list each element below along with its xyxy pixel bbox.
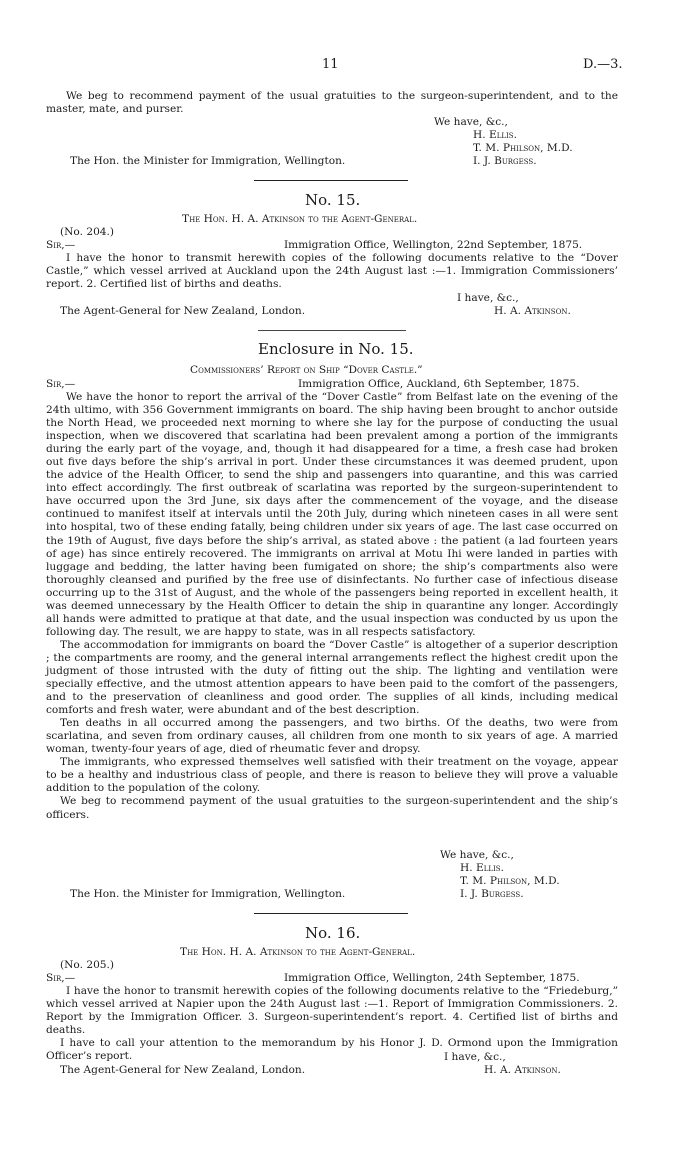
page-number: 11 xyxy=(322,57,339,72)
no16-heading: No. 16. xyxy=(305,924,361,942)
enclosure15-paragraph: We beg to recommend payment of the usual gratuities to the surgeon-superintendent and the ship’s officers. xyxy=(46,795,618,821)
no15-addressee: The Agent-General for New Zealand, London. xyxy=(60,305,306,317)
intro-addressee: The Hon. the Minister for Immigration, Wellington. xyxy=(70,155,346,167)
no15-place-date: Immigration Office, Wellington, 22nd September, 1875. xyxy=(284,239,583,251)
section-divider xyxy=(254,180,408,181)
no16-signature: H. A. Atkinson. xyxy=(484,1064,561,1076)
enclosure15-paragraph: The accommodation for immigrants on board the “Dover Castle” is altogether of a superior description ; the compartments are roomy, and the general internal arrangements reflect the highest credit upon the judgment of those intrusted with the duty of fitting out the ship. The lighting and ventilation were specially effective, and the utmost attention appears to have been paid to the comfort of the passengers, and to the preservation of cleanliness and good order. The supplies of all kinds, including medical comforts and fresh water, were abundant and of the best description. xyxy=(46,638,618,717)
enclosure15-signatory-2: T. M. Philson, M.D. xyxy=(460,875,560,887)
no15-from-to: The Hon. H. A. Atkinson to the Agent-General. xyxy=(182,213,418,225)
intro-paragraph: We beg to recommend payment of the usual gratuities to the surgeon-superintendent, and to the master, mate, and purser. xyxy=(46,90,618,116)
section-divider xyxy=(258,330,406,331)
section-divider xyxy=(254,913,408,914)
no16-closing: I have, &c., xyxy=(444,1051,506,1063)
enclosure15-place-date: Immigration Office, Auckland, 6th September, 1875. xyxy=(298,378,580,390)
enclosure15-signatory-1: H. Ellis. xyxy=(460,862,504,874)
no16-paragraph: I have the honor to transmit herewith copies of the following documents relative to the “Friedeburg,” which vessel arrived at Napier upon the 24th August last :—1. Report of Immigration Commissioners. 2. Report by the Immigration Officer. 3. Surgeon-superintendent’s report. 4. Certified list of births and deaths. xyxy=(46,985,618,1037)
no15-signature: H. A. Atkinson. xyxy=(494,305,571,317)
enclosure15-body xyxy=(46,391,618,822)
enclosure15-paragraph: Ten deaths in all occurred among the passengers, and two births. Of the deaths, two were from scarlatina, and seven from ordinary causes, all children from one month to six years of age. A married woman, twenty-four years of age, died of rheumatic fever and dropsy. xyxy=(46,717,618,756)
enclosure15-subheading: Commissioners’ Report on Ship “Dover Castle.” xyxy=(190,364,423,376)
enclosure15-closing: We have, &c., xyxy=(440,849,514,861)
no16-body xyxy=(46,985,618,1063)
intro-closing: We have, &c., xyxy=(434,116,508,128)
no16-salutation: Sir,— xyxy=(46,972,76,984)
enclosure15-paragraph: We have the honor to report the arrival of the “Dover Castle” from Belfast late on the evening of the 24th ultimo, with 356 Government immigrants on board. The ship having been brought to anchor outside the North Head, we proceeded next morning to where she lay for the purpose of conducting the usual inspection, when we discovered that scarlatina had been prevalent among a portion of the immigrants during the early part of the voyage, and, though it had disappeared for a time, a fresh case had broken out five days before the ship’s arrival in port. Under these circumstances it was deemed prudent, upon the advice of the Health Officer, to send the ship and passengers into quarantine, and this was carried into effect accordingly. The first outbreak of scarlatina was reported by the surgeon-superintendent to have occurred upon the 3rd June, six days after the commencement of the voyage, and the disease continued to manifest itself at intervals until the 20th July, during which nineteen cases in all were sent into hospital, two of these ending fatally, being children under six years of age. The last case occurred on the 19th of August, five days before the ship’s arrival, as stated above : the patient (a lad fourteen years of age) has since entirely recovered. The immigrants on arrival at Motu Ihi were landed in parties with luggage and bedding, the latter having been fumigated on shore; the ship’s compartments also were thoroughly cleansed and purified by the free use of disinfectants. No further case of infectious disease occurring up to the 31st of August, and the whole of the passengers being reported in excellent health, it was deemed unnecessary by the Health Officer to detain the ship in quarantine any longer. Accordingly all hands were admitted to pratique at that date, and the usual inspection was conducted by us upon the following day. The result, we are happy to state, was in all respects satisfactory. xyxy=(46,391,618,638)
intro-signatory-3: I. J. Burgess. xyxy=(473,155,537,167)
intro-signatory-2: T. M. Philson, M.D. xyxy=(473,142,573,154)
enclosure15-paragraph: The immigrants, who expressed themselves well satisfied with their treatment on the voyage, appear to be a healthy and industrious class of people, and there is reason to believe they will prove a valuable addition to the population of the colony. xyxy=(46,756,618,795)
no16-from-to: The Hon. H. A. Atkinson to the Agent-General. xyxy=(180,946,416,958)
no16-addressee: The Agent-General for New Zealand, London. xyxy=(60,1064,306,1076)
no15-closing: I have, &c., xyxy=(457,292,519,304)
no16-ref: (No. 205.) xyxy=(60,959,115,971)
enclosure15-salutation: Sir,— xyxy=(46,378,76,390)
no15-body: I have the honor to transmit herewith copies of the following documents relative to the “Dover Castle,” which vessel arrived at Auckland upon the 24th August last :—1. Immigration Commissioners’ report. 2. Certified list of births and deaths. xyxy=(46,252,618,291)
intro-signatory-1: H. Ellis. xyxy=(473,129,517,141)
no15-salutation: Sir,— xyxy=(46,239,76,251)
enclosure15-signatory-3: I. J. Burgess. xyxy=(460,888,524,900)
document-reference: D.—3. xyxy=(583,57,623,72)
no16-place-date: Immigration Office, Wellington, 24th September, 1875. xyxy=(284,972,580,984)
no15-heading: No. 15. xyxy=(305,191,361,209)
no16-paragraph: I have to call your attention to the memorandum by his Honor J. D. Ormond upon the Immigration Officer’s report. xyxy=(46,1037,618,1063)
enclosure15-addressee: The Hon. the Minister for Immigration, Wellington. xyxy=(70,888,346,900)
enclosure15-heading: Enclosure in No. 15. xyxy=(258,340,414,358)
no15-ref: (No. 204.) xyxy=(60,226,115,238)
